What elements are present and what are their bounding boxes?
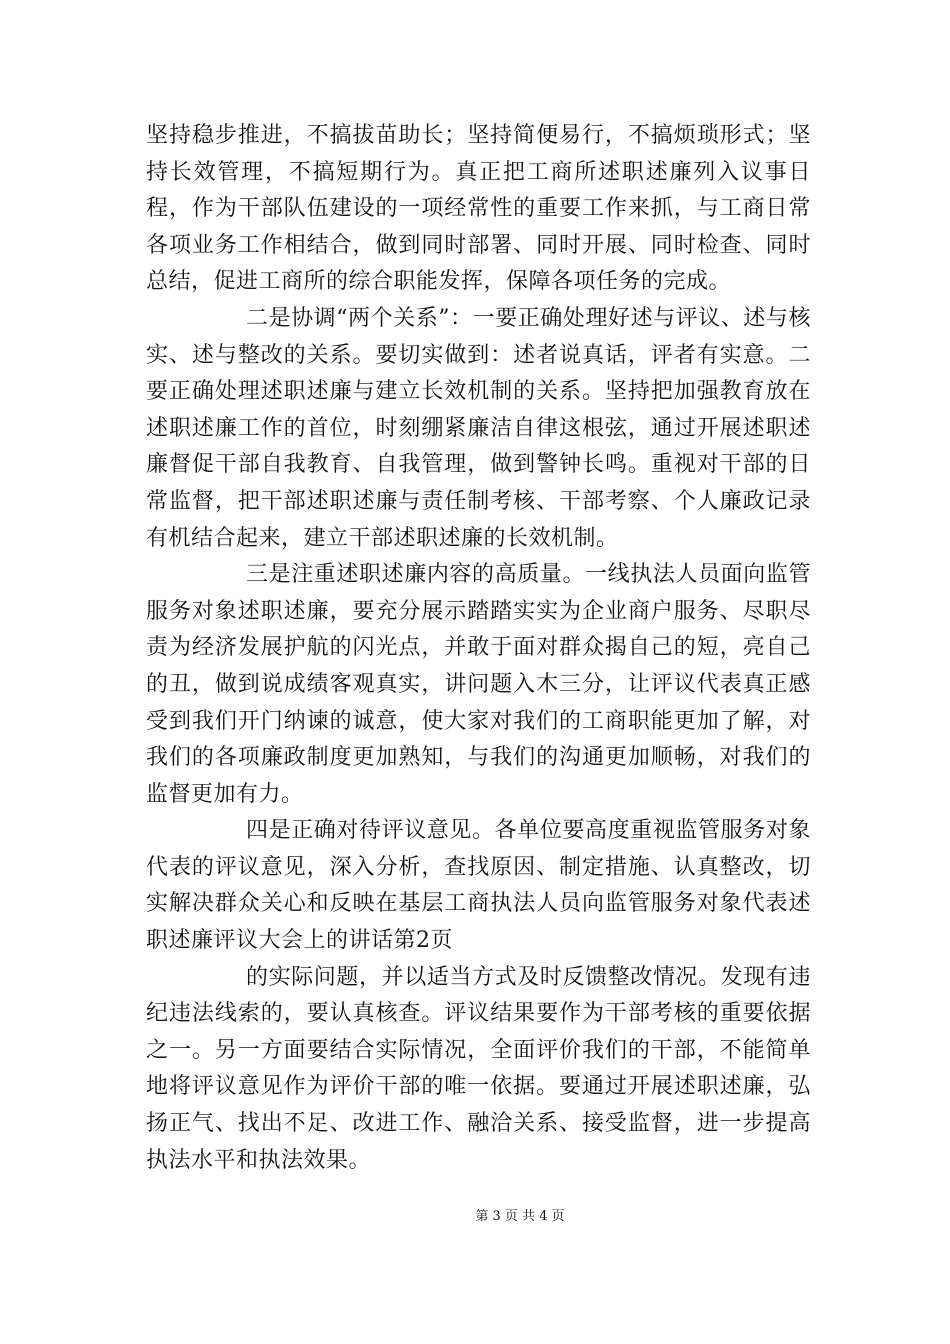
page-number-footer: 第 3 页 共 4 页 xyxy=(475,1209,565,1224)
paragraph-two-relations: 二是协调“两个关系”：一要正确处理好述与评议、述与核实、述与整改的关系。要切实做到：述者说真话，评者有实意。二要正确处理述职述廉与建立长效机制的关系。坚持把加强教育放在述职述廉工作的首位，时刻绷紧廉洁自律这根弦，通过开展述职述廉督促干部自我教育、自我管理，做到警钟长鸣。重视对干部的日常监督，把干部述职述廉与责任制考核、干部考察、个人廉政记录有机结合起来，建立干部述职述廉的长效机制。 xyxy=(146,305,811,551)
paragraph-evaluation-opinions: 四是正确对待评议意见。各单位要高度重视监管服务对象代表的评议意见，深入分析，查找原因、制定措施、认真整改，切实解决群众关心和反映在基层工商执法人员向监管服务对象代表述职述廉评议大会上的讲话第2页 xyxy=(146,818,811,954)
document-body xyxy=(146,118,811,1179)
paragraph-actual-problems: 的实际问题，并以适当方式及时反馈整改情况。发现有违纪违法线索的，要认真核查。评议结果要作为干部考核的重要依据之一。另一方面要结合实际情况，全面评价我们的干部，不能简单地将评议意见作为评价干部的唯一依据。要通过开展述职述廉，弘扬正气、找出不足、改进工作、融洽关系、接受监督，进一步提高执法水平和执法效果。 xyxy=(146,964,811,1173)
paragraph-continuation: 坚持稳步推进，不搞拔苗助长；坚持简便易行，不搞烦琐形式；坚持长效管理，不搞短期行为。真正把工商所述职述廉列入议事日程，作为干部队伍建设的一项经常性的重要工作来抓，与工商日常各项业务工作相结合，做到同时部署、同时开展、同时检查、同时总结，促进工商所的综合职能发挥，保障各项任务的完成。 xyxy=(146,123,811,295)
paragraph-content-quality: 三是注重述职述廉内容的高质量。一线执法人员面向监管服务对象述职述廉，要充分展示踏踏实实为企业商户服务、尽职尽责为经济发展护航的闪光点，并敢于面对群众揭自己的短，亮自己的丑，做到说成绩客观真实，讲问题入木三分，让评议代表真正感受到我们开门纳谏的诚意，使大家对我们的工商职能更加了解，对我们的各项廉政制度更加熟知，与我们的沟通更加顺畅，对我们的监督更加有力。 xyxy=(146,562,811,807)
